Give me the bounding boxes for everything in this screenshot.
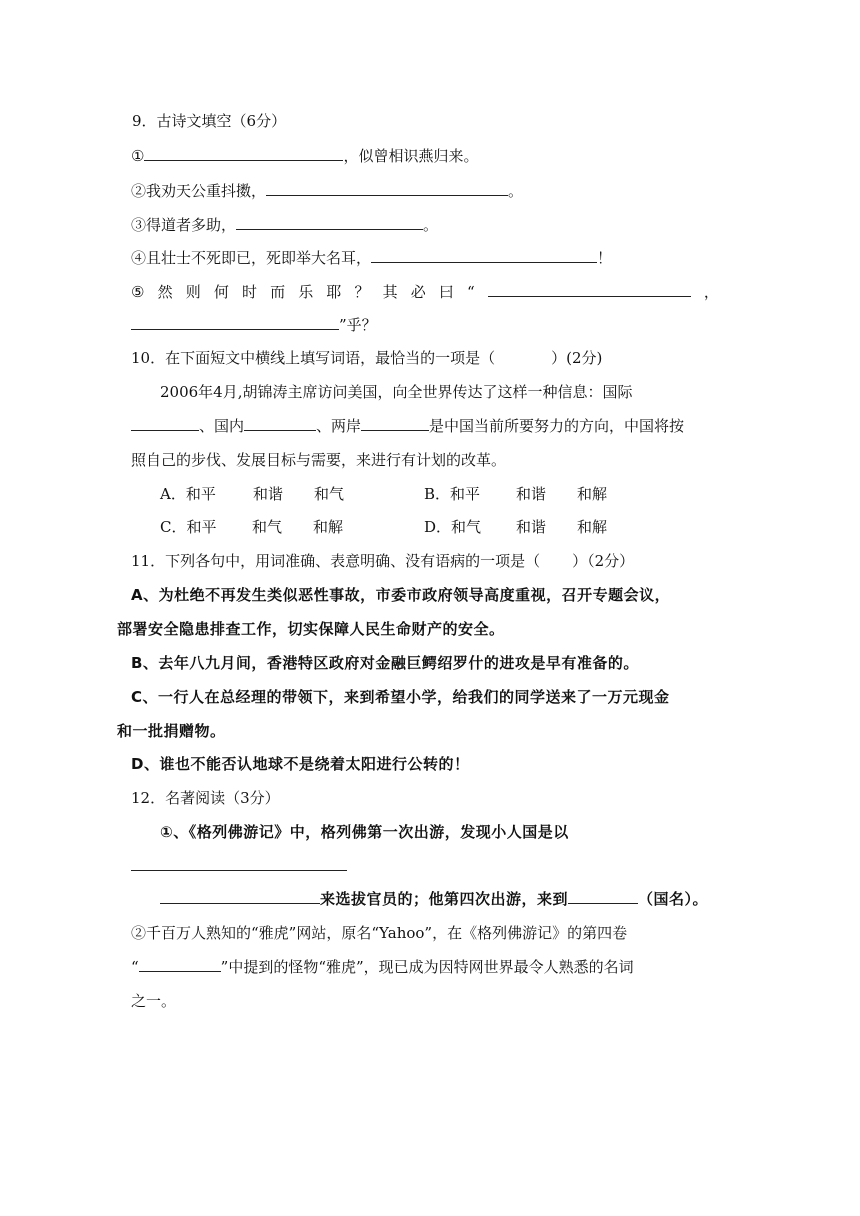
q12-blank-3[interactable] bbox=[568, 889, 638, 904]
q9-l5-char: 则 bbox=[185, 283, 201, 301]
option-word-2: 和气 bbox=[252, 518, 283, 536]
q12-sentence-2-end: （国名）。 bbox=[638, 890, 709, 908]
q9-l5-char: 耶 bbox=[326, 283, 342, 301]
q12-sentence-1: ①、《格列佛游记》中，格列佛第一次出游，发现小人国是以 bbox=[160, 823, 569, 841]
q9-l5-char: ⑤ bbox=[131, 283, 145, 301]
option-word-2: 和谐 bbox=[516, 485, 547, 503]
q10-para-2-a: 、国内 bbox=[199, 417, 245, 435]
q9-line-1-suffix: ，似曾相识燕归来。 bbox=[343, 147, 479, 165]
q10-para-3: 照自己的步伐、发展目标与需要，来进行有计划的改革。 bbox=[131, 451, 507, 469]
q12-blank-1[interactable] bbox=[131, 856, 347, 871]
q9-line-4 bbox=[131, 248, 612, 268]
q9-line-2-suffix: 。 bbox=[508, 182, 524, 200]
option-word-3: 和气 bbox=[314, 485, 345, 503]
q10-option-c[interactable] bbox=[160, 517, 343, 537]
q11-option-c-line-2: 和一批捐赠物。 bbox=[117, 722, 226, 740]
q11-title-end: ）（2分） bbox=[572, 552, 635, 570]
q12-sentence-5: 之一。 bbox=[131, 992, 177, 1010]
q9-l5-char: “ bbox=[466, 283, 475, 301]
q9-line-1-prefix: ① bbox=[131, 147, 145, 165]
q11-option-a-line-2: 部署安全隐患排查工作，切实保障人民生命财产的安全。 bbox=[117, 620, 505, 638]
option-word-3: 和解 bbox=[577, 485, 608, 503]
q10-title-end: ）(2分) bbox=[551, 349, 603, 367]
q9-blank-2[interactable] bbox=[266, 181, 508, 196]
q10-option-b[interactable] bbox=[424, 484, 607, 504]
q12-blank-4[interactable] bbox=[139, 957, 221, 972]
q11-option-d: D、谁也不能否认地球不是绕着太阳进行公转的！ bbox=[131, 755, 470, 773]
q11-option-c-line-1: C、一行人在总经理的带领下，来到希望小学，给我们的同学送来了一万元现金 bbox=[131, 688, 670, 706]
option-word-3: 和解 bbox=[577, 518, 608, 536]
q9-line-6-suffix: ”乎？ bbox=[339, 316, 377, 334]
option-word-3: 和解 bbox=[313, 518, 344, 536]
q9-blank-4[interactable] bbox=[371, 248, 597, 263]
q11-title-text: 11．下列各句中，用词准确、表意明确、没有语病的一项是（ bbox=[131, 552, 541, 570]
q9-line-3 bbox=[131, 215, 438, 235]
q12-sentence-4-b: ”中提到的怪物“雅虎”，现已成为因特网世界最令人熟悉的名词 bbox=[220, 958, 634, 976]
q10-option-a[interactable] bbox=[160, 484, 344, 504]
q9-l5-char: 其 bbox=[382, 283, 398, 301]
q12-title: 12．名著阅读（3分） bbox=[131, 789, 280, 807]
q9-blank-5[interactable] bbox=[488, 282, 691, 297]
q12-sentence-4 bbox=[131, 957, 634, 977]
q9-line-2 bbox=[131, 181, 523, 201]
option-label: D．和气 bbox=[424, 518, 482, 536]
q9-line-4-prefix: ④且壮士不死即已，死即举大名耳， bbox=[131, 249, 372, 267]
q9-l5-char: 何 bbox=[213, 283, 229, 301]
q9-blank-6[interactable] bbox=[131, 315, 339, 330]
q10-blank-2[interactable] bbox=[244, 416, 316, 431]
q9-line-1 bbox=[131, 146, 478, 166]
q10-blank-3[interactable] bbox=[361, 416, 429, 431]
q10-title bbox=[131, 348, 602, 368]
q9-l5-char: 而 bbox=[270, 283, 286, 301]
option-word-2: 和谐 bbox=[253, 485, 284, 503]
q10-blank-1[interactable] bbox=[131, 416, 199, 431]
q9-line-2-prefix: ②我劝天公重抖擞， bbox=[131, 182, 267, 200]
q10-title-text: 10．在下面短文中横线上填写词语，最恰当的一项是（ bbox=[131, 349, 496, 367]
q9-l5-end: ， bbox=[703, 283, 719, 301]
q9-blank-1[interactable] bbox=[144, 146, 343, 161]
option-label: A．和平 bbox=[160, 485, 216, 503]
q11-option-b: B、去年八九月间，香港特区政府对金融巨鳄绍罗什的进攻是早有准备的。 bbox=[131, 654, 639, 672]
q9-l5-char: 时 bbox=[241, 283, 257, 301]
q11-title bbox=[131, 551, 634, 571]
q9-l5-char: 曰 bbox=[438, 283, 454, 301]
q10-para-2-c: 是中国当前所要努力的方向，中国将按 bbox=[429, 417, 685, 435]
q9-blank-3[interactable] bbox=[236, 215, 423, 230]
q10-option-d[interactable] bbox=[424, 517, 607, 537]
option-label: C．和平 bbox=[160, 518, 217, 536]
q9-l5-char: 乐 bbox=[298, 283, 314, 301]
q9-l5-char: ？ bbox=[354, 283, 370, 301]
q12-sentence-2-mid: 来选拔官员的；他第四次出游，来到 bbox=[320, 890, 569, 908]
q10-para-2-b: 、两岸 bbox=[316, 417, 362, 435]
option-word-2: 和谐 bbox=[516, 518, 547, 536]
q10-para-1: 2006年4月,胡锦涛主席访问美国，向全世界传达了这样一种信息：国际 bbox=[160, 383, 633, 401]
q10-para-2 bbox=[131, 416, 684, 436]
q9-line-5 bbox=[131, 282, 719, 302]
q9-line-4-suffix: ！ bbox=[597, 249, 613, 267]
option-label: B．和平 bbox=[424, 485, 481, 503]
q9-title: 9．古诗文填空（6分） bbox=[132, 112, 287, 130]
q11-option-a-line-1: A、为杜绝不再发生类似恶性事故，市委市政府领导高度重视，召开专题会议， bbox=[131, 586, 671, 604]
q9-line-6 bbox=[131, 315, 377, 335]
q9-line-3-prefix: ③得道者多助， bbox=[131, 216, 237, 234]
q9-line-3-suffix: 。 bbox=[423, 216, 439, 234]
q12-sentence-4-a: “ bbox=[131, 958, 139, 976]
q12-sentence-2 bbox=[160, 889, 708, 909]
q12-blank-2[interactable] bbox=[160, 889, 320, 904]
q9-l5-char: 然 bbox=[157, 283, 173, 301]
q12-sentence-3: ②千百万人熟知的“雅虎”网站，原名“Yahoo”，在《格列佛游记》的第四卷 bbox=[131, 924, 628, 942]
q9-l5-char: 必 bbox=[410, 283, 426, 301]
q12-line-blank bbox=[131, 856, 347, 876]
